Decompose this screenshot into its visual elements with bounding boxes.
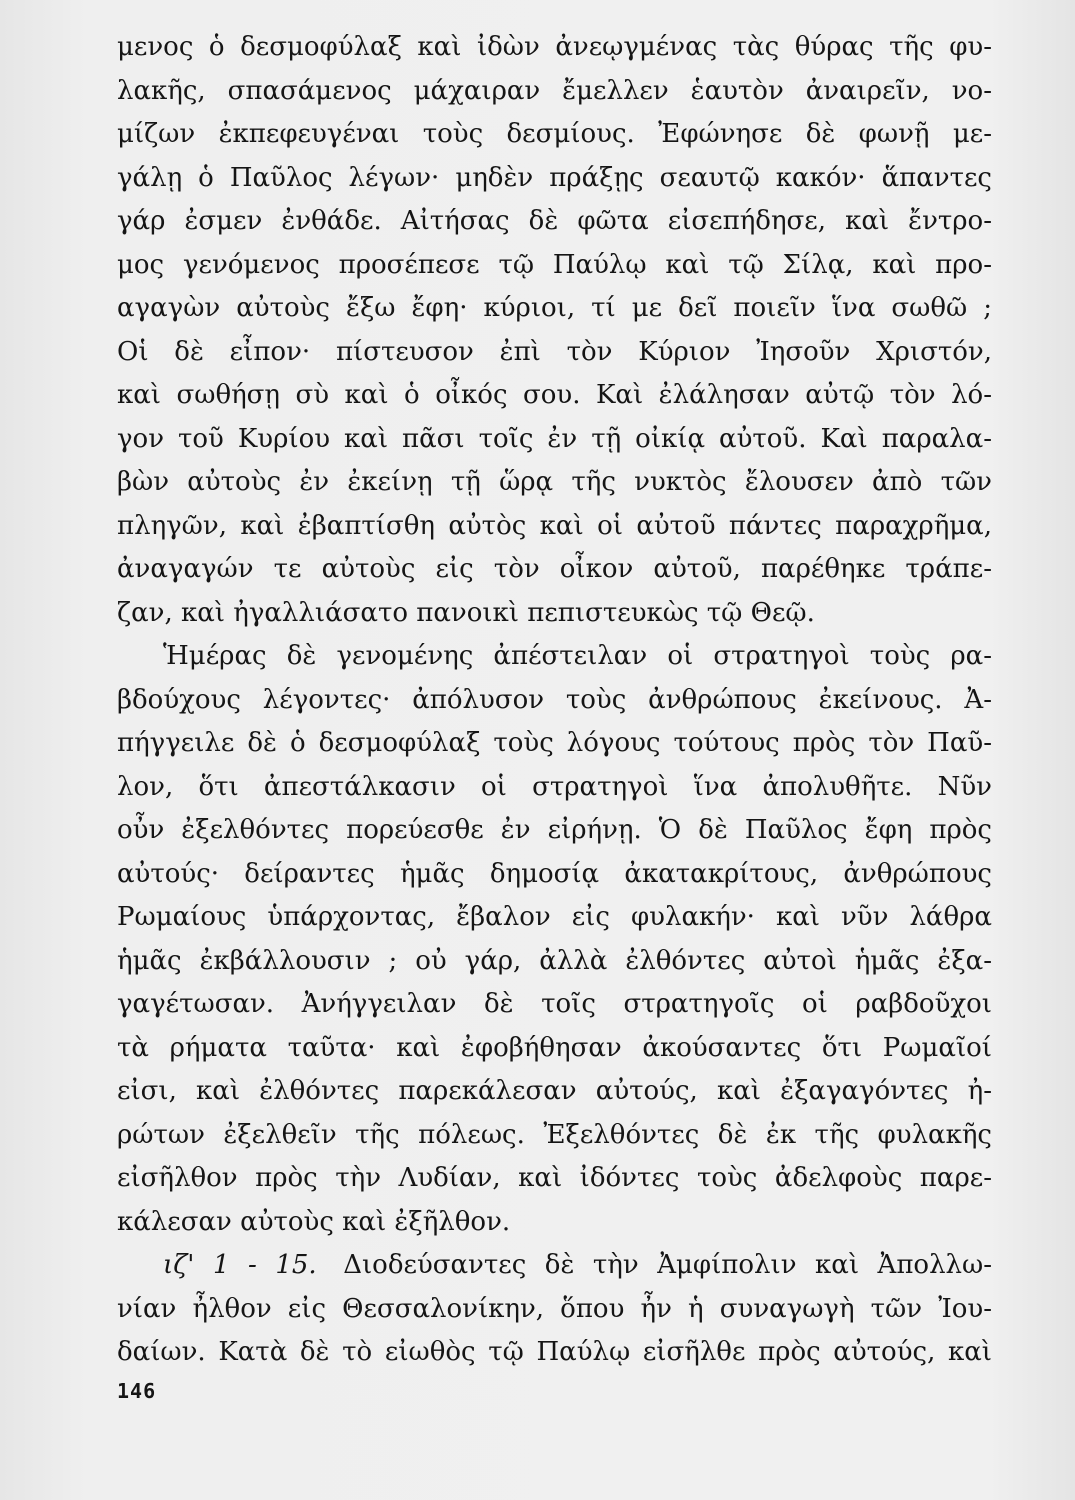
text-line: πήγγειλε δὲ ὁ δεσμοφύλαξ τοὺς λόγους τούτους πρὸς τὸν Παῦ-	[117, 728, 992, 758]
text-line: πληγῶν, καὶ ἐβαπτίσθη αὐτὸς καὶ οἱ αὐτοῦ πάντες παραχρῆμα,	[117, 510, 992, 541]
text-line: τὰ ρήματα ταῦτα· καὶ ἐφοβήθησαν ἀκούσαντες ὅτι Ρωμαῖοί	[117, 1032, 992, 1063]
chapter-reference: ιζ' 1 - 15.	[163, 1250, 317, 1280]
text-line: εἰσῆλθον πρὸς τὴν Λυδίαν, καὶ ἰδόντες τοὺς ἀδελφοὺς παρε-	[117, 1163, 992, 1193]
text-line: μος γενόμενος προσέπεσε τῷ Παύλῳ καὶ τῷ Σίλᾳ, καὶ προ-	[117, 249, 992, 280]
text-line: ζαν, καὶ ἠγαλλιάσατο πανοικὶ πεπιστευκὼς τῷ Θεῷ.	[117, 597, 815, 628]
text-line: δαίων. Κατὰ δὲ τὸ εἰωθὸς τῷ Παύλῳ εἰσῆλθε πρὸς αὐτούς, καὶ	[117, 1337, 992, 1367]
text-line: αὐτούς· δείραντες ἡμᾶς δημοσίᾳ ἀκατακρίτους, ἀνθρώπους	[117, 858, 992, 889]
text-span: Διοδεύσαντες δὲ τὴν Ἀμφίπολιν καὶ Ἀπολλω-	[343, 1250, 992, 1280]
text-line: Οἱ δὲ εἶπον· πίστευσον ἐπὶ τὸν Κύριον Ἰησοῦν Χριστόν,	[117, 336, 992, 367]
text-line: μενος ὁ δεσμοφύλαξ καὶ ἰδὼν ἀνεῳγμένας τὰς θύρας τῆς φυ-	[117, 32, 992, 62]
text-line: λακῆς, σπασάμενος μάχαιραν ἔμελλεν ἑαυτὸν ἀναιρεῖν, νο-	[117, 75, 992, 106]
text-line	[117, 1244, 992, 1288]
text-line: ἡμᾶς ἐκβάλλουσιν ; οὐ γάρ, ἀλλὰ ἐλθόντες αὐτοὶ ἡμᾶς ἐξα-	[117, 945, 992, 976]
text-line: γάρ ἐσμεν ἐνθάδε. Αἰτήσας δὲ φῶτα εἰσεπήδησε, καὶ ἔντρο-	[117, 206, 992, 236]
text-line: γον τοῦ Κυρίου καὶ πᾶσι τοῖς ἐν τῇ οἰκίᾳ αὐτοῦ. Καὶ παραλα-	[117, 423, 992, 454]
text-line: Ρωμαίους ὑπάρχοντας, ἔβαλον εἰς φυλακήν· καὶ νῦν λάθρα	[117, 902, 992, 932]
text-line: γάλῃ ὁ Παῦλος λέγων· μηδὲν πράξῃς σεαυτῷ κακόν· ἅπαντες	[117, 162, 992, 193]
text-line: Ἡμέρας δὲ γενομένης ἀπέστειλαν οἱ στρατηγοὶ τοὺς ρα-	[163, 641, 992, 671]
page-number: 146	[117, 1379, 157, 1403]
text-line: κάλεσαν αὐτοὺς καὶ ἐξῆλθον.	[117, 1206, 511, 1237]
text-line: μίζων ἐκπεφευγέναι τοὺς δεσμίους. Ἐφώνησε δὲ φωνῇ με-	[117, 119, 992, 149]
text-line: βὼν αὐτοὺς ἐν ἐκείνῃ τῇ ὥρᾳ τῆς νυκτὸς ἔλουσεν ἀπὸ τῶν	[117, 467, 992, 497]
text-line: ἀναγαγών τε αὐτοὺς εἰς τὸν οἶκον αὐτοῦ, παρέθηκε τράπε-	[117, 554, 992, 584]
text-line: ρώτων ἐξελθεῖν τῆς πόλεως. Ἐξελθόντες δὲ ἐκ τῆς φυλακῆς	[117, 1119, 992, 1150]
text-line: γαγέτωσαν. Ἀνήγγειλαν δὲ τοῖς στρατηγοῖς οἱ ραβδοῦχοι	[117, 989, 992, 1019]
text-line: νίαν ἦλθον εἰς Θεσσαλονίκην, ὅπου ἦν ἡ συναγωγὴ τῶν Ἰου-	[117, 1293, 992, 1324]
text-line: λον, ὅτι ἀπεστάλκασιν οἱ στρατηγοὶ ἵνα ἀπολυθῆτε. Νῦν	[117, 771, 992, 802]
text-line: καὶ σωθήσῃ σὺ καὶ ὁ οἶκός σου. Καὶ ἐλάλησαν αὐτῷ τὸν λό-	[117, 380, 992, 410]
text-line: αγαγὼν αὐτοὺς ἔξω ἔφη· κύριοι, τί με δεῖ ποιεῖν ἵνα σωθῶ ;	[117, 293, 992, 323]
text-line: βδούχους λέγοντες· ἀπόλυσον τοὺς ἀνθρώπους ἐκείνους. Ἀ-	[117, 684, 992, 715]
body-text	[117, 26, 992, 1375]
text-line: οὖν ἐξελθόντες πορεύεσθε ἐν εἰρήνῃ. Ὁ δὲ Παῦλος ἔφη πρὸς	[117, 815, 992, 845]
text-line: εἰσι, καὶ ἐλθόντες παρεκάλεσαν αὐτούς, καὶ ἐξαγαγόντες ἠ-	[117, 1076, 992, 1106]
